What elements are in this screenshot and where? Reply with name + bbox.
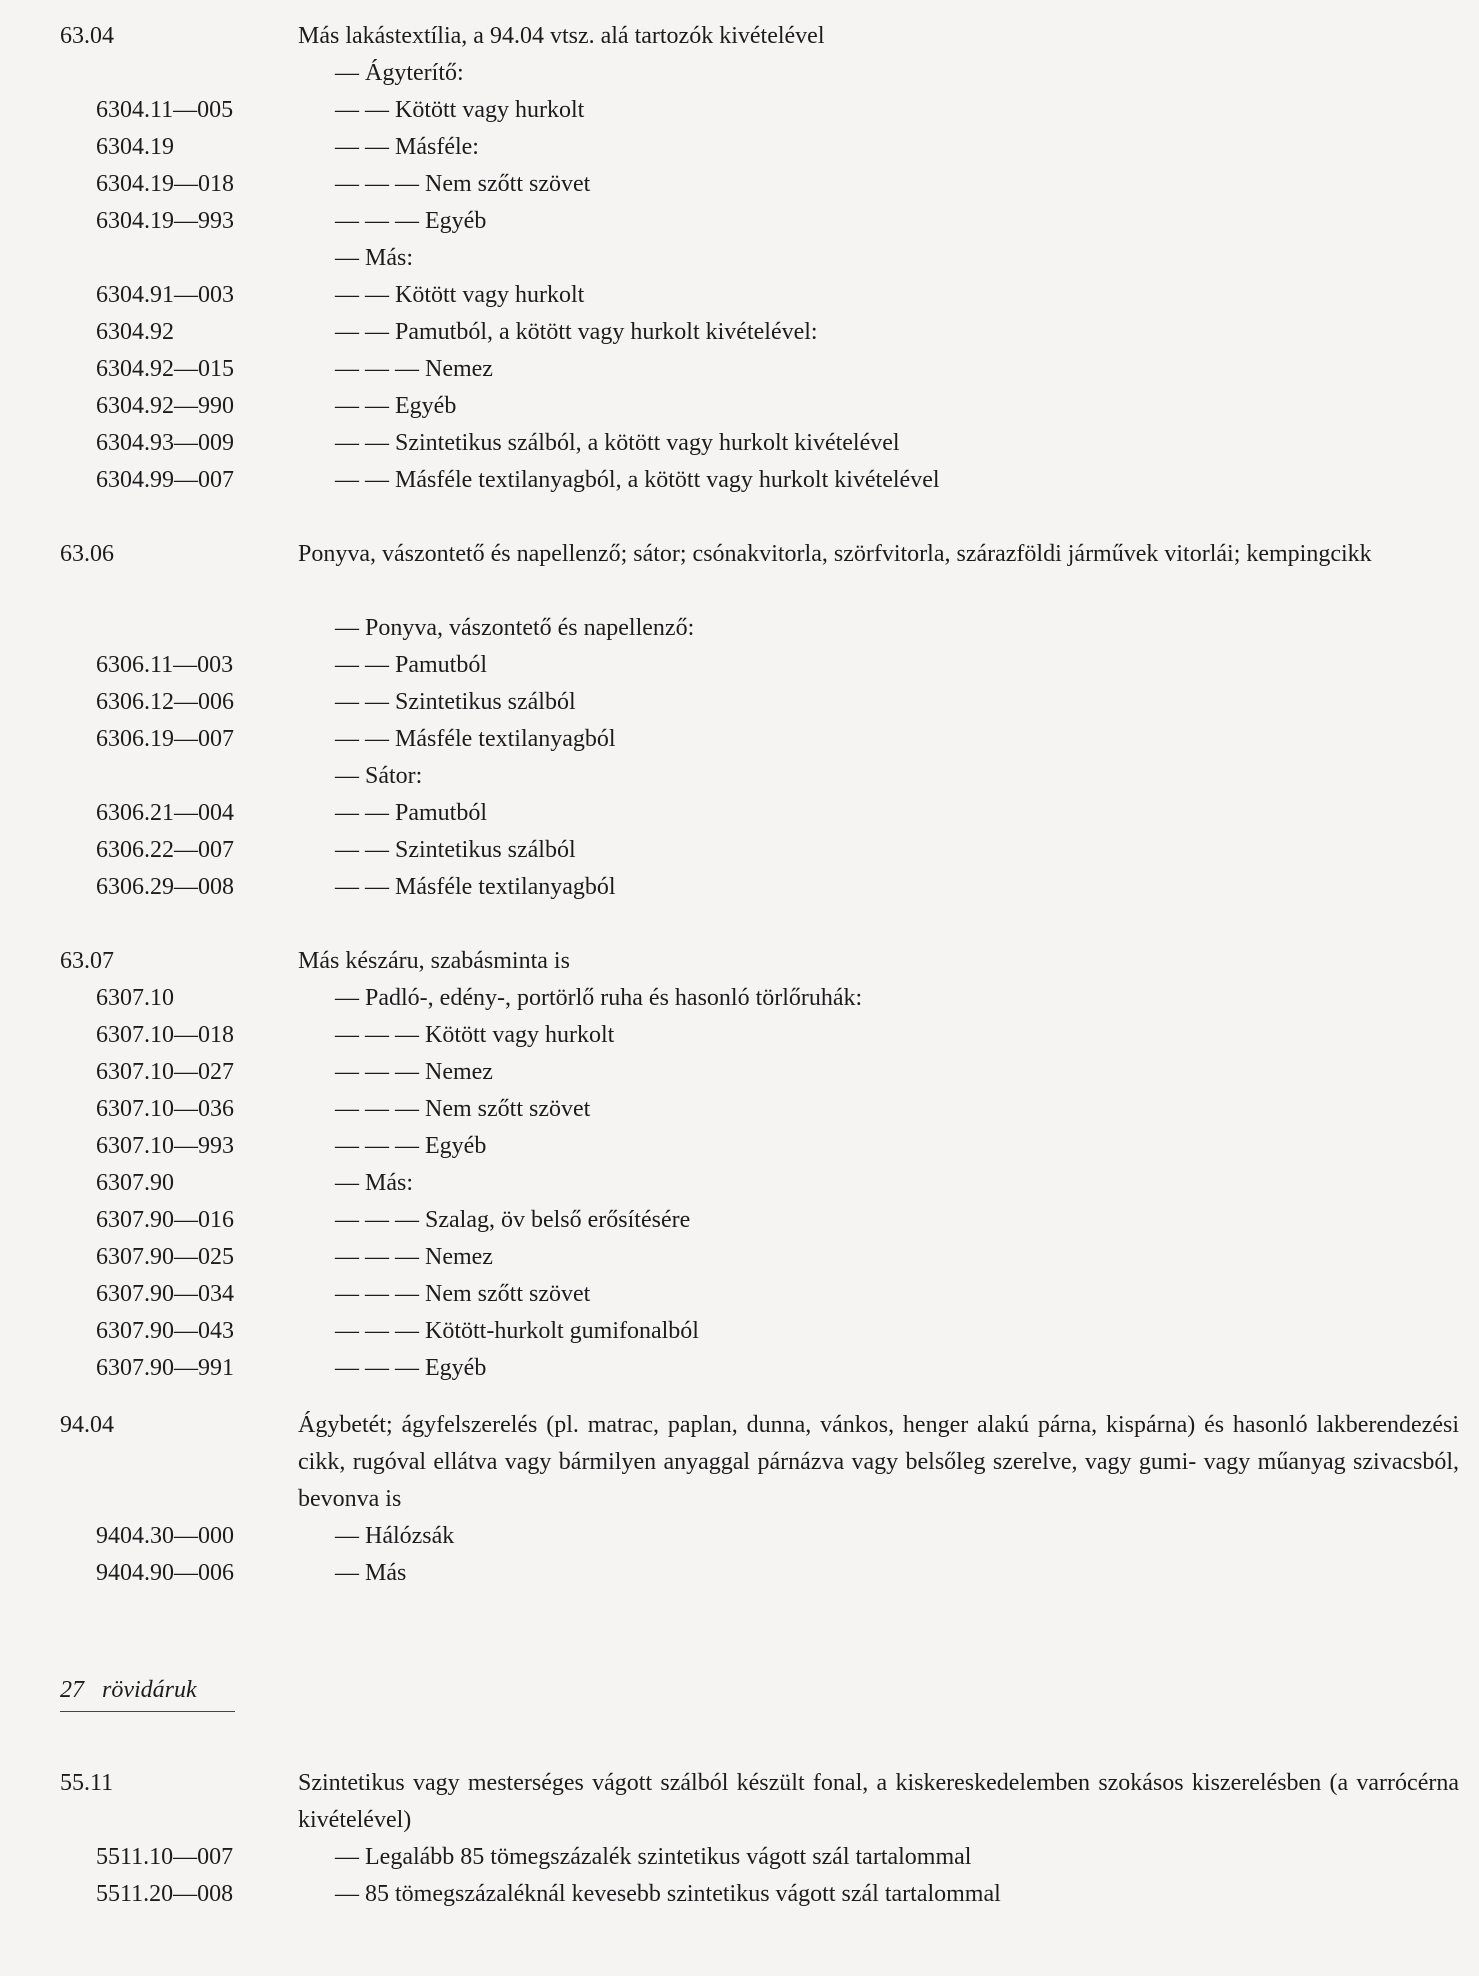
tariff-description: — — — Nemez [335, 356, 493, 382]
tariff-code: 6307.90—034 [96, 1281, 234, 1307]
tariff-entry-row [0, 647, 1479, 684]
tariff-entry-row [0, 795, 1479, 832]
tariff-entry-row [0, 684, 1479, 721]
tariff-description: — — — Nem szőtt szövet [335, 171, 591, 197]
tariff-description: — — Kötött vagy hurkolt [335, 282, 585, 308]
tariff-entry-row [0, 1839, 1479, 1876]
tariff-entry-row [0, 1091, 1479, 1128]
tariff-code: 6306.19—007 [96, 726, 234, 752]
tariff-code: 6307.90 [96, 1170, 174, 1196]
heading-text: Más készáru, szabásminta is [298, 948, 570, 974]
tariff-entry-row [0, 351, 1479, 388]
heading-text: Más lakástextília, a 94.04 vtsz. alá tartozók kivételével [298, 23, 825, 49]
tariff-entry-row [0, 314, 1479, 351]
heading-code: 55.11 [60, 1770, 114, 1796]
tariff-code: 6304.19 [96, 134, 174, 160]
tariff-description: — Ágyterítő: [335, 60, 464, 86]
tariff-code: 6304.92—015 [96, 356, 234, 382]
heading-code: 63.04 [60, 23, 114, 49]
heading-underline [60, 1711, 235, 1712]
tariff-code: 6304.91—003 [96, 282, 234, 308]
section-header [0, 536, 1479, 610]
tariff-code: 6304.92—990 [96, 393, 234, 419]
tariff-code: 6307.10—036 [96, 1096, 234, 1122]
section-6306 [0, 536, 1479, 906]
tariff-code: 6307.90—025 [96, 1244, 234, 1270]
section-9404 [0, 1407, 1479, 1592]
tariff-code: 6304.99—007 [96, 467, 234, 493]
heading-code: 63.06 [60, 541, 114, 567]
section-header [0, 1407, 1479, 1518]
tariff-code: 6304.92 [96, 319, 174, 345]
tariff-description: — — Kötött vagy hurkolt [335, 97, 585, 123]
tariff-description: — — — Kötött vagy hurkolt [335, 1022, 615, 1048]
tariff-description: — Más [335, 1560, 407, 1586]
tariff-description: — Sátor: [335, 763, 423, 789]
tariff-entry-row [0, 277, 1479, 314]
tariff-code: 6307.90—043 [96, 1318, 234, 1344]
section-5511 [0, 1765, 1479, 1913]
tariff-entry-row [0, 758, 1479, 795]
tariff-entry-row [0, 388, 1479, 425]
section-header [0, 943, 1479, 980]
tariff-entry-row [0, 203, 1479, 240]
tariff-entry-row [0, 166, 1479, 203]
tariff-description: — Legalább 85 tömegszázalék szintetikus vágott szál tartalommal [335, 1844, 972, 1870]
tariff-entry-row [0, 1350, 1479, 1387]
tariff-description: — — — Nem szőtt szövet [335, 1281, 591, 1307]
tariff-description: — — — Nem szőtt szövet [335, 1096, 591, 1122]
entry-list [0, 1839, 1479, 1913]
tariff-entry-row [0, 832, 1479, 869]
tariff-description: — 85 tömegszázaléknál kevesebb szintetikus vágott szál tartalommal [335, 1881, 1001, 1907]
tariff-code: 9404.90—006 [96, 1560, 234, 1586]
tariff-code: 6304.11—005 [96, 97, 234, 123]
section-header [0, 1765, 1479, 1839]
tariff-description: — — — Nemez [335, 1059, 493, 1085]
entry-list [0, 1518, 1479, 1592]
tariff-description: — — — Egyéb [335, 208, 487, 234]
tariff-entry-row [0, 1202, 1479, 1239]
tariff-entry-row [0, 92, 1479, 129]
entry-list [0, 980, 1479, 1387]
tariff-entry-row [0, 1128, 1479, 1165]
section-header [0, 18, 1479, 55]
tariff-description: — — Pamutból, a kötött vagy hurkolt kivételével: [335, 319, 818, 345]
tariff-code: 6306.29—008 [96, 874, 234, 900]
tariff-code: 6306.22—007 [96, 837, 234, 863]
tariff-entry-row [0, 869, 1479, 906]
tariff-entry-row [0, 1555, 1479, 1592]
tariff-entry-row [0, 129, 1479, 166]
entry-list [0, 610, 1479, 906]
tariff-code: 6304.19—018 [96, 171, 234, 197]
tariff-code: 5511.10—007 [96, 1844, 234, 1870]
heading-text: Szintetikus vagy mesterséges vágott szálból készült fonal, a kiskereskedelemben szokásos kiszerelésben (a varrócérna kivételével) [298, 1770, 1459, 1833]
tariff-description: — — — Nemez [335, 1244, 493, 1270]
tariff-description: — — Másféle: [335, 134, 479, 160]
tariff-entry-row [0, 425, 1479, 462]
tariff-code: 6304.19—993 [96, 208, 234, 234]
tariff-code: 6307.10—993 [96, 1133, 234, 1159]
tariff-entry-row [0, 462, 1479, 499]
tariff-entry-row [0, 610, 1479, 647]
tariff-code: 6307.10—027 [96, 1059, 234, 1085]
tariff-description: — — Szintetikus szálból [335, 689, 576, 715]
tariff-entry-row [0, 1165, 1479, 1202]
tariff-code: 6307.90—016 [96, 1207, 234, 1233]
tariff-code: 6307.10 [96, 985, 174, 1011]
tariff-code: 6307.90—991 [96, 1355, 234, 1381]
tariff-entry-row [0, 55, 1479, 92]
entry-list [0, 55, 1479, 499]
tariff-description: — — Pamutból [335, 652, 488, 678]
heading-text: Ponyva, vászontető és napellenző; sátor; csónakvitorla, szörfvitorla, szárazföldi járművek vitorlái; kempingcikk [298, 541, 1372, 567]
heading-code: 94.04 [60, 1412, 114, 1438]
group-heading [60, 1677, 197, 1704]
tariff-description: — — Szintetikus szálból, a kötött vagy hurkolt kivételével [335, 430, 900, 456]
tariff-entry-row [0, 240, 1479, 277]
tariff-description: — Padló-, edény-, portörlő ruha és hasonló törlőruhák: [335, 985, 863, 1011]
tariff-description: — Ponyva, vászontető és napellenző: [335, 615, 695, 641]
tariff-description: — — Pamutból [335, 800, 488, 826]
tariff-code: 9404.30—000 [96, 1523, 234, 1549]
tariff-description: — — Másféle textilanyagból, a kötött vagy hurkolt kivételével [335, 467, 940, 493]
tariff-code: 6306.21—004 [96, 800, 234, 826]
tariff-entry-row [0, 1239, 1479, 1276]
tariff-code: 6307.10—018 [96, 1022, 234, 1048]
tariff-entry-row [0, 980, 1479, 1017]
section-6304 [0, 18, 1479, 499]
tariff-description: — Hálózsák [335, 1523, 455, 1549]
tariff-code: 5511.20—008 [96, 1881, 234, 1907]
tariff-entry-row [0, 1017, 1479, 1054]
tariff-description: — — — Egyéb [335, 1355, 487, 1381]
tariff-code: 6304.93—009 [96, 430, 234, 456]
tariff-description: — — — Egyéb [335, 1133, 487, 1159]
tariff-entry-row [0, 721, 1479, 758]
tariff-description: — — Egyéb [335, 393, 457, 419]
tariff-description: — Más: [335, 245, 413, 271]
tariff-entry-row [0, 1518, 1479, 1555]
tariff-description: — — — Szalag, öv belső erősítésére [335, 1207, 691, 1233]
tariff-code: 6306.11—003 [96, 652, 234, 678]
section-6307 [0, 943, 1479, 1387]
heading-text: Ágybetét; ágyfelszerelés (pl. matrac, paplan, dunna, vánkos, henger alakú párna, kispárna) és hasonló lakberendezési cikk, rugóval ellátva vagy bármilyen anyaggal párnázva vagy belsőleg szerelve, vagy gumi- vagy műanyag szivacsból, bevonva is [298, 1412, 1459, 1512]
tariff-description: — — Másféle textilanyagból [335, 874, 616, 900]
tariff-entry-row [0, 1313, 1479, 1350]
group-heading-text: 27 rövidáruk [60, 1677, 197, 1703]
tariff-code: 6306.12—006 [96, 689, 234, 715]
heading-code: 63.07 [60, 948, 114, 974]
tariff-description: — — Másféle textilanyagból [335, 726, 616, 752]
tariff-description: — — — Kötött-hurkolt gumifonalból [335, 1318, 699, 1344]
tariff-description: — — Szintetikus szálból [335, 837, 576, 863]
tariff-entry-row [0, 1276, 1479, 1313]
tariff-entry-row [0, 1876, 1479, 1913]
tariff-description: — Más: [335, 1170, 413, 1196]
tariff-entry-row [0, 1054, 1479, 1091]
